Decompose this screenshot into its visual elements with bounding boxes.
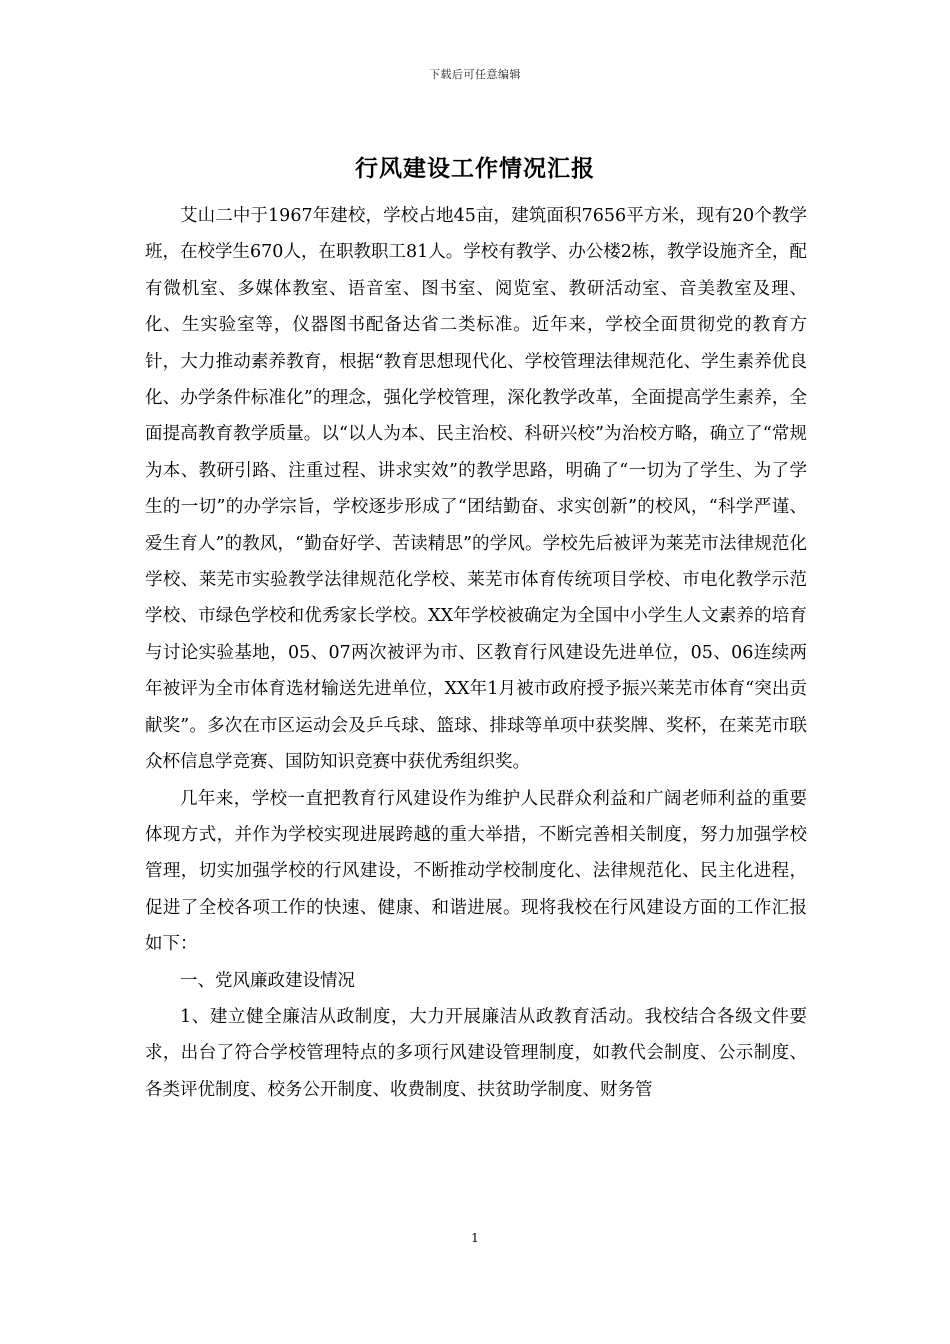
- paragraph-work-summary: 几年来，学校一直把教育行风建设作为维护人民群众利益和广阔老师利益的重要体现方式，并作为学校实现进展跨越的重大举措，不断完善相关制度，努力加强学校管理，切实加强学校的行风建设，不断推动学校制度化、法律规范化、民主化进程，促进了全校各项工作的快速、健康、和谐进展。现将我校在行风建设方面的工作汇报如下：: [145, 788, 807, 955]
- paragraph-integrity-system: 1、建立健全廉洁从政制度，大力开展廉洁从政教育活动。我校结合各级文件要求，出台了符合学校管理特点的多项行风建设管理制度，如教代会制度、公示制度、各类评优制度、校务公开制度、收费制度、扶贫助学制度、财务管: [145, 1006, 807, 1100]
- section-heading-party-integrity: 一、党风廉政建设情况: [180, 970, 355, 991]
- document-title: 行风建设工作情况汇报: [355, 155, 595, 182]
- document-body: [145, 198, 807, 1108]
- header-note: 下载后可任意编辑: [429, 68, 521, 81]
- paragraph-school-overview: 艾山二中于1967年建校，学校占地45亩，建筑面积7656平方米，现有20个教学班，在校学生670人，在职教职工81人。学校有教学、办公楼2栋，教学设施齐全，配有微机室、多媒体教室、语音室、图书室、阅览室、教研活动室、音美教室及理、化、生实验室等，仪器图书配备达省二类标准。近年来，学校全面贯彻党的教育方针，大力推动素养教育，根据“教育思想现代化、学校管理法律规范化、学生素养优良化、办学条件标准化”的理念，强化学校管理，深化教学改革，全面提高学生素养，全面提高教育教学质量。以“以人为本、民主治校、科研兴校”为治校方略，确立了“常规为本、教研引路、注重过程、讲求实效”的教学思路，明确了“一切为了学生、为了学生的一切”的办学宗旨，学校逐步形成了“团结勤奋、求实创新”的校风，“科学严谨、爱生育人”的教风，“勤奋好学、苦读精思”的学风。学校先后被评为莱芜市法律规范化学校、莱芜市实验教学法律规范化学校、莱芜市体育传统项目学校、市电化教学示范学校、市绿色学校和优秀家长学校。XX年学校被确定为全国中小学生人文素养的培育与讨论实验基地，05、07两次被评为市、区教育行风建设先进单位，05、06连续两年被评为全市体育选材输送先进单位，XX年1月被市政府授予振兴莱芜市体育“突出贡献奖”。多次在市区运动会及乒乓球、篮球、排球等单项中获奖牌、奖杯，在莱芜市联众杯信息学竞赛、国防知识竞赛中获优秀组织奖。: [145, 206, 807, 773]
- page-number: 1: [471, 1231, 479, 1245]
